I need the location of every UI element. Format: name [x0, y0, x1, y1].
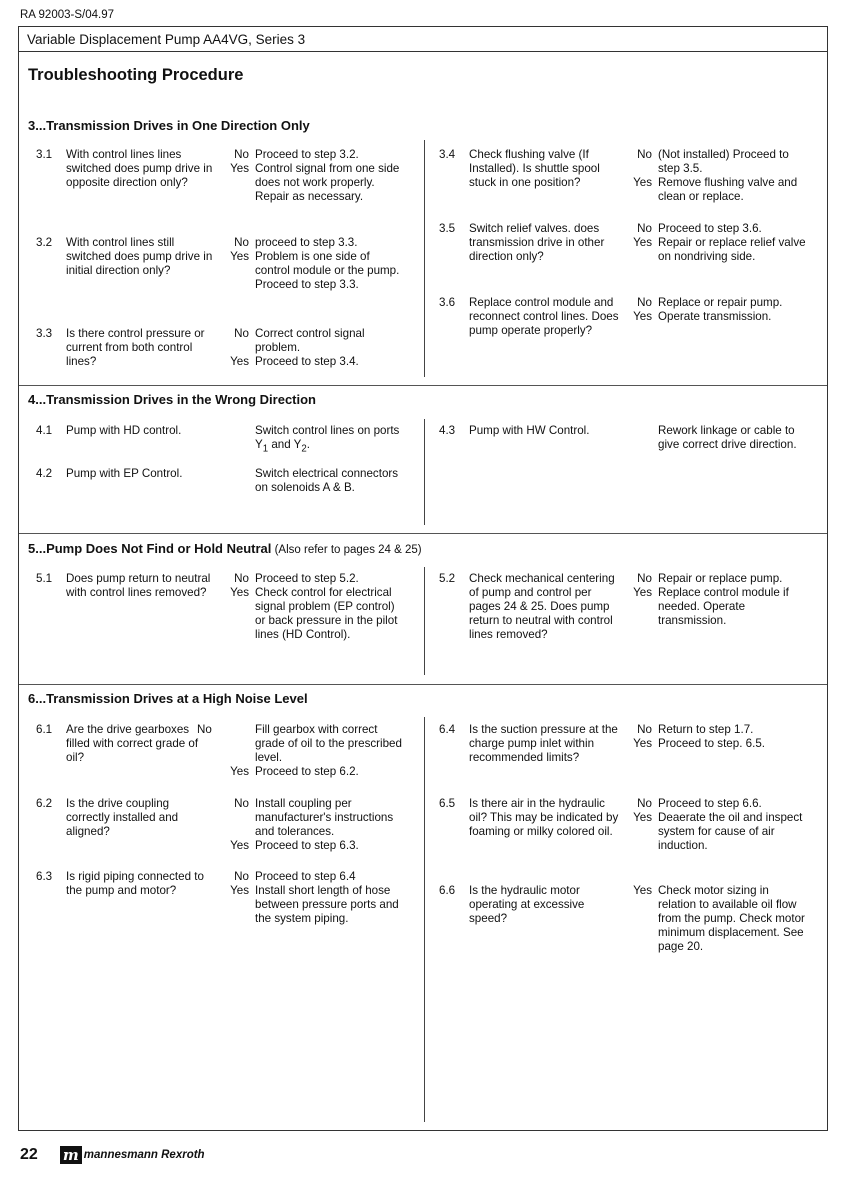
- step-number: 5.1: [36, 572, 53, 585]
- no-label: No: [234, 572, 249, 585]
- column-divider: [424, 567, 425, 675]
- yes-action: Proceed to step 6.3.: [255, 839, 359, 852]
- step-number: 3.4: [439, 148, 456, 161]
- section-note: (Also refer to pages 24 & 25): [271, 544, 422, 556]
- no-label: No: [197, 723, 212, 736]
- yes-action: Check control for electrical signal problem (EP control) or back pressure in the pilot lines (HD Control).: [255, 586, 398, 641]
- step-question: Switch relief valves. does transmission drive in other direction only?: [469, 222, 605, 263]
- step-question: Pump with HW Control.: [469, 424, 590, 437]
- no-action: (Not installed) Proceed to step 3.5.: [658, 148, 789, 175]
- no-action: Proceed to step 3.6.: [658, 222, 762, 235]
- yes-action: Remove flushing valve and clean or replace.: [658, 176, 798, 203]
- yes-action: Replace control module if needed. Operate transmission.: [658, 586, 789, 627]
- step-number: 6.6: [439, 884, 456, 897]
- yes-label: Yes: [633, 737, 652, 750]
- section-4-heading: 4...Transmission Drives in the Wrong Direction: [28, 392, 316, 407]
- yes-label: Yes: [230, 162, 249, 175]
- yes-label: Yes: [633, 310, 652, 323]
- step-number: 3.2: [36, 236, 53, 249]
- yes-label: Yes: [633, 884, 652, 897]
- yes-label: Yes: [230, 765, 249, 778]
- page-frame: [18, 26, 828, 1131]
- yes-action: Deaerate the oil and inspect system for cause of air induction.: [658, 811, 803, 852]
- yes-label: Yes: [633, 811, 652, 824]
- step-question: Pump with EP Control.: [66, 467, 183, 480]
- yes-action: Operate transmission.: [658, 310, 772, 323]
- doc-number: RA 92003-S/04.97: [20, 9, 114, 21]
- no-action: Proceed to step 3.2.: [255, 148, 359, 161]
- step-number: 6.5: [439, 797, 456, 810]
- yes-label: Yes: [633, 236, 652, 249]
- section-3-heading: 3...Transmission Drives in One Direction Only: [28, 118, 310, 133]
- no-action: Proceed to step 6.6.: [658, 797, 762, 810]
- step-number: 3.3: [36, 327, 53, 340]
- step-question: Does pump return to neutral with control lines removed?: [66, 572, 211, 599]
- no-label: No: [637, 572, 652, 585]
- step-question: With control lines lines switched does pump drive in opposite direction only?: [66, 148, 213, 189]
- step-question: Replace control module and reconnect control lines. Does pump operate properly?: [469, 296, 619, 337]
- step-question: Are the drive gearboxes filled with correct grade of oil?: [66, 723, 199, 764]
- no-label: No: [234, 327, 249, 340]
- yes-action: Check motor sizing in relation to available oil flow from the pump. Check motor minimum displacement. See page 20.: [658, 884, 805, 953]
- step-number: 6.4: [439, 723, 456, 736]
- page-footer: [20, 1146, 205, 1164]
- yes-label: Yes: [633, 176, 652, 189]
- no-label: No: [234, 148, 249, 161]
- section-6-heading: 6...Transmission Drives at a High Noise Level: [28, 691, 308, 706]
- no-action: Proceed to step 6.4: [255, 870, 356, 883]
- no-action: Proceed to step 5.2.: [255, 572, 359, 585]
- no-label: No: [234, 870, 249, 883]
- step-number: 6.1: [36, 723, 53, 736]
- no-action: Repair or replace pump.: [658, 572, 783, 585]
- step-question: With control lines still switched does pump drive in initial direction only?: [66, 236, 213, 277]
- header-title: Variable Displacement Pump AA4VG, Series 3: [19, 27, 827, 52]
- section-divider: [19, 684, 827, 685]
- yes-action: Problem is one side of control module or the pump. Proceed to step 3.3.: [255, 250, 400, 291]
- answer: Switch control lines on ports $Y_1$ and $Y_2$.: [255, 424, 400, 455]
- rexroth-logo-icon: m: [60, 1146, 82, 1164]
- step-question: Is the suction pressure at the charge pump inlet within recommended limits?: [469, 723, 618, 764]
- step-number: 4.2: [36, 467, 53, 480]
- yes-label: Yes: [230, 839, 249, 852]
- yes-label: Yes: [230, 250, 249, 263]
- step-question: Is the hydraulic motor operating at excessive speed?: [469, 884, 585, 925]
- step-question: Check flushing valve (If Installed). Is shuttle spool stuck in one position?: [469, 148, 600, 189]
- step-number: 5.2: [439, 572, 456, 585]
- step-number: 4.3: [439, 424, 456, 437]
- no-label: No: [637, 148, 652, 161]
- no-label: No: [637, 797, 652, 810]
- no-action: proceed to step 3.3.: [255, 236, 358, 249]
- step-question: Is the drive coupling correctly installed and aligned?: [66, 797, 179, 838]
- no-action: Correct control signal problem.: [255, 327, 365, 354]
- step-number: 3.1: [36, 148, 53, 161]
- answer: Rework linkage or cable to give correct drive direction.: [658, 424, 797, 451]
- no-action: Replace or repair pump.: [658, 296, 783, 309]
- no-action: Fill gearbox with correct grade of oil to the prescribed level.: [255, 723, 402, 764]
- column-divider: [424, 419, 425, 525]
- step-question: Pump with HD control.: [66, 424, 182, 437]
- section-divider: [19, 385, 827, 386]
- yes-action: Control signal from one side does not work properly. Repair as necessary.: [255, 162, 400, 203]
- brand-name: mannesmann Rexroth: [83, 1149, 205, 1161]
- step-question: Check mechanical centering of pump and control per pages 24 & 25. Does pump return to neutral with control lines removed?: [469, 572, 615, 641]
- column-divider: [424, 717, 425, 1122]
- step-number: 3.5: [439, 222, 456, 235]
- yes-action: Install short length of hose between pressure ports and the system piping.: [255, 884, 399, 925]
- yes-label: Yes: [230, 884, 249, 897]
- yes-label: Yes: [230, 586, 249, 599]
- step-number: 3.6: [439, 296, 456, 309]
- step-question: Is there air in the hydraulic oil? This may be indicated by foaming or milky colored oil.: [469, 797, 619, 838]
- no-label: No: [637, 296, 652, 309]
- yes-action: Proceed to step. 6.5.: [658, 737, 765, 750]
- no-label: No: [637, 723, 652, 736]
- step-number: 6.2: [36, 797, 53, 810]
- no-action: Install coupling per manufacturer's instructions and tolerances.: [255, 797, 394, 838]
- answer: Switch electrical connectors on solenoids A & B.: [255, 467, 399, 494]
- step-number: 6.3: [36, 870, 53, 883]
- section-divider: [19, 533, 827, 534]
- no-label: No: [234, 236, 249, 249]
- column-divider: [424, 140, 425, 377]
- page-number: 22: [20, 1146, 38, 1163]
- no-action: Return to step 1.7.: [658, 723, 754, 736]
- no-label: No: [637, 222, 652, 235]
- yes-action: Repair or replace relief valve on nondriving side.: [658, 236, 806, 263]
- yes-action: Proceed to step 6.2.: [255, 765, 359, 778]
- yes-label: Yes: [230, 355, 249, 368]
- step-number: 4.1: [36, 424, 53, 437]
- section-5-heading: 5...Pump Does Not Find or Hold Neutral (Also refer to pages 24 & 25): [28, 541, 422, 556]
- yes-action: Proceed to step 3.4.: [255, 355, 359, 368]
- yes-label: Yes: [633, 586, 652, 599]
- step-question: Is there control pressure or current from both control lines?: [66, 327, 205, 368]
- no-label: No: [234, 797, 249, 810]
- step-question: Is rigid piping connected to the pump and motor?: [66, 870, 204, 897]
- page-title: Troubleshooting Procedure: [28, 66, 244, 84]
